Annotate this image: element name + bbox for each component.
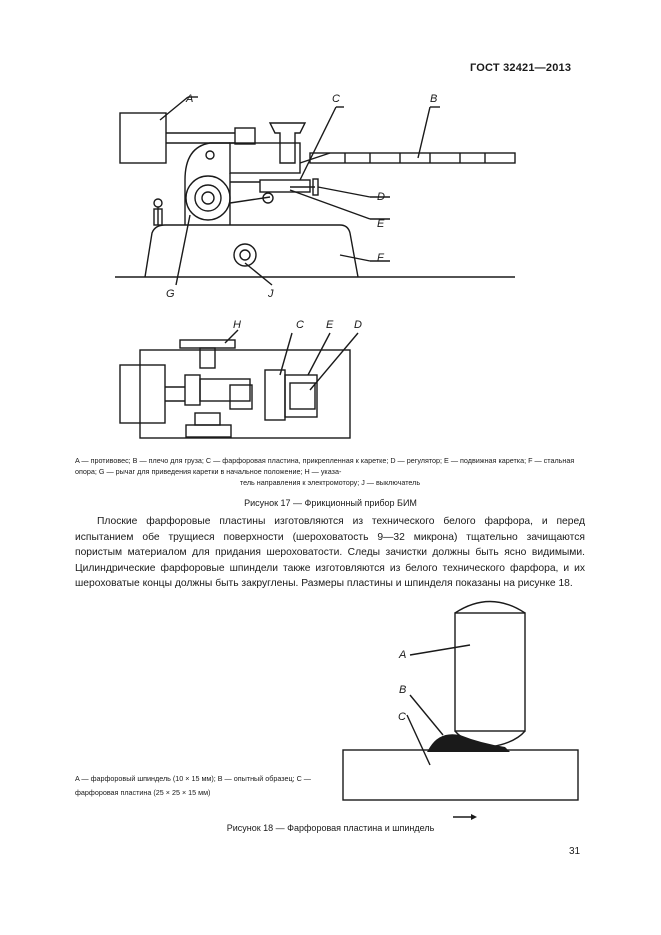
- fig17-label-c: C: [332, 93, 340, 105]
- body-paragraph: [75, 514, 585, 592]
- figure-17-legend-line1: A — противовес; B — плечо для груза; C — фарфоровая пластина, прикрепленная к каретке; D — регулятор; E — подвижная каретка; F — стальная опора; G — рычаг для приведения каретки в начальное положение; H — указа-: [75, 456, 575, 476]
- fig18-label-a: A: [399, 649, 407, 661]
- fig17-label-d-plan: D: [354, 319, 362, 331]
- fig17-label-e-plan: E: [326, 319, 334, 331]
- fig17-label-g: G: [166, 288, 175, 300]
- fig17-label-e: E: [377, 218, 385, 230]
- standard-header: ГОСТ 32421—2013: [470, 62, 572, 74]
- figure-18-legend: A — фарфоровый шпиндель (10 × 15 мм); B — опытный образец; C — фарфоровая пластина (25 × 25 × 15 мм): [75, 774, 311, 797]
- figure-17-legend: [75, 455, 585, 488]
- figure-18-drawing: [335, 585, 595, 825]
- figure-17-legend-line2: тель направления к электромотору; J — выключатель: [239, 478, 421, 487]
- fig17-label-j: J: [268, 288, 274, 300]
- page-number: 31: [569, 846, 581, 857]
- fig17-label-f: F: [377, 252, 384, 264]
- fig17-label-h: H: [233, 319, 241, 331]
- fig17-label-a: A: [186, 93, 194, 105]
- figure-17-drawing: [100, 85, 600, 455]
- fig18-label-c: C: [398, 711, 406, 723]
- fig18-label-b: B: [399, 684, 407, 696]
- fig17-label-b: B: [430, 93, 438, 105]
- figure-17-title: Рисунок 17 — Фрикционный прибор БИМ: [244, 498, 417, 508]
- fig17-label-c-plan: C: [296, 319, 304, 331]
- body-paragraph-text: Плоские фарфоровые пластины изготовляются из технического белого фарфора, и перед испытанием обе трущиеся поверхности (шероховатость 9—32 микрона) тщательно зачищаются пористым материалом для придания шероховатости. Следы зачистки должны быть ясно видимыми. Цилиндрические фарфоровые шпиндели также изготовляются из белого технического фарфора, и их шероховатые концы должны быть закруглены. Размеры пластины и шпинделя показаны на рисунке 18.: [75, 516, 585, 589]
- fig17-label-d: D: [377, 191, 385, 203]
- figure-18-title: Рисунок 18 — Фарфоровая пластина и шпиндель: [226, 823, 435, 833]
